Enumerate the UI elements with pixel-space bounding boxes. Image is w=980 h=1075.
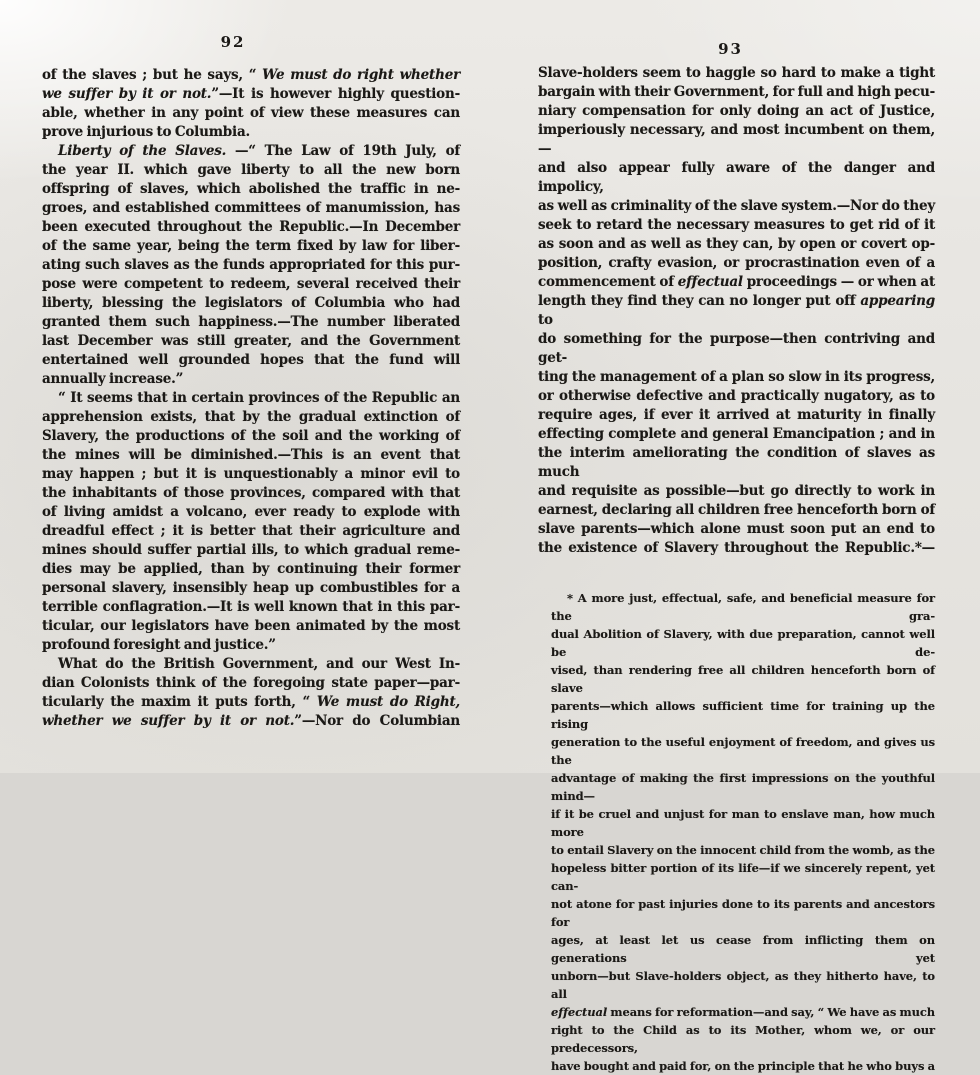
paragraph xyxy=(42,66,460,142)
text-line: bargain with their Government, for full and high pecu- xyxy=(538,84,935,100)
text-line: the existence of Slavery throughout the Republic.*— xyxy=(538,540,935,556)
text-line: niary compensation for only doing an act of Justice, xyxy=(538,103,935,119)
text-line: ticularly the maxim it puts forth, “ We must do Right, xyxy=(42,694,460,710)
text-line: generation to the useful enjoyment of freedom, and gives us the xyxy=(551,735,935,767)
text-line: right to the Child as to its Mother, whom we, or our predecessors, xyxy=(551,1023,935,1055)
text-line: we suffer by it or not.”—It is however highly question- xyxy=(42,86,460,102)
page-number-right: 93 xyxy=(718,40,743,58)
page-92-text xyxy=(42,66,460,731)
text-line: been executed throughout the Republic.—In December xyxy=(42,219,460,235)
text-line: advantage of making the first impressions on the youthful mind— xyxy=(551,771,935,803)
text-line: ticular, our legislators have been animated by the most xyxy=(42,618,460,634)
page-93 xyxy=(538,40,935,1075)
text-line: unborn—but Slave-holders object, as they hitherto have, to all xyxy=(551,969,935,1001)
text-line: ting the management of a plan so slow in its progress, xyxy=(538,369,935,385)
text-line: hopeless bitter portion of its life—if we sincerely repent, yet can- xyxy=(551,861,935,893)
text-line: Slavery, the productions of the soil and the working of xyxy=(42,428,460,444)
text-line: the mines will be diminished.—This is an event that xyxy=(42,447,460,463)
text-line: vised, than rendering free all children henceforth born of slave xyxy=(551,663,935,695)
text-line: or otherwise defective and practically nugatory, as to xyxy=(538,388,935,404)
text-line: to entail Slavery on the innocent child from the womb, as the xyxy=(551,843,935,857)
text-line: mines should suffer partial ills, to which gradual reme- xyxy=(42,542,460,558)
text-line: commencement of effectual proceedings — or when at xyxy=(538,274,935,290)
text-line: slave parents—which alone must soon put an end to xyxy=(538,521,935,537)
text-line: offspring of slaves, which abolished the traffic in ne- xyxy=(42,181,460,197)
text-line: of the same year, being the term fixed by law for liber- xyxy=(42,238,460,254)
text-line: as well as criminality of the slave system.—Nor do they xyxy=(538,198,935,214)
footnote xyxy=(551,589,935,1075)
text-line: of living amidst a volcano, ever ready to explode with xyxy=(42,504,460,520)
text-line: granted them such happiness.—The number liberated xyxy=(42,314,460,330)
text-line: have bought and paid for, on the principle that he who buys a xyxy=(551,1059,935,1073)
text-line: * A more just, effectual, safe, and beneficial measure for the gra- xyxy=(551,591,935,623)
text-line: as soon and as well as they can, by open or covert op- xyxy=(538,236,935,252)
text-line: ating such slaves as the funds appropriated for this pur- xyxy=(42,257,460,273)
text-line: personal slavery, insensibly heap up combustibles for a xyxy=(42,580,460,596)
text-line: earnest, declaring all children free henceforth born of xyxy=(538,502,935,518)
paragraph xyxy=(42,655,460,731)
paragraph xyxy=(42,389,460,655)
text-line: dual Abolition of Slavery, with due preparation, cannot well be de- xyxy=(551,627,935,659)
text-line: parents—which allows sufficient time for training up the rising xyxy=(551,699,935,731)
text-line: terrible conflagration.—It is well known that in this par- xyxy=(42,599,460,615)
text-line: dian Colonists think of the foregoing state paper—par- xyxy=(42,675,460,691)
text-line: dreadful effect ; it is better that their agriculture and xyxy=(42,523,460,539)
paragraph xyxy=(538,64,935,558)
text-line: Liberty of the Slaves. —“ The Law of 19th July, of xyxy=(58,143,460,159)
text-line: prove injurious to Columbia. xyxy=(42,124,251,140)
text-line: “ It seems that in certain provinces of the Republic an xyxy=(58,390,460,406)
text-line: pose were competent to redeem, several received their xyxy=(42,276,460,292)
text-line: and also appear fully aware of the danger and impolicy, xyxy=(538,160,935,195)
text-line: able, whether in any point of view these measures can xyxy=(42,105,460,121)
text-line: the interim ameliorating the condition of slaves as much xyxy=(538,445,935,480)
text-line: do something for the purpose—then contriving and get- xyxy=(538,331,935,366)
text-line: Slave-holders seem to haggle so hard to make a tight xyxy=(538,65,935,81)
text-line: What do the British Government, and our West In- xyxy=(58,656,460,672)
text-line: effecting complete and general Emancipation ; and in xyxy=(538,426,935,442)
text-line: the inhabitants of those provinces, compared with that xyxy=(42,485,460,501)
text-line: of the slaves ; but he says, “ We must do right whether xyxy=(42,67,460,83)
text-line: ages, at least let us cease from inflicting them on generations yet xyxy=(551,933,935,965)
paragraph xyxy=(42,142,460,389)
page-93-text xyxy=(538,64,935,1075)
text-line: dies may be applied, than by continuing their former xyxy=(42,561,460,577)
text-line: if it be cruel and unjust for man to enslave man, how much more xyxy=(551,807,935,839)
page-92 xyxy=(42,33,460,731)
text-line: the year II. which gave liberty to all the new born xyxy=(42,162,460,178)
text-line: imperiously necessary, and most incumbent on them,— xyxy=(538,122,935,157)
text-line: groes, and established committees of manumission, has xyxy=(42,200,460,216)
text-line: annually increase.” xyxy=(42,371,184,387)
text-line: liberty, blessing the legislators of Columbia who had xyxy=(42,295,460,311)
text-line: may happen ; but it is unquestionably a minor evil to xyxy=(42,466,460,482)
text-line: last December was still greater, and the Government xyxy=(42,333,460,349)
text-line: profound foresight and justice.” xyxy=(42,637,276,653)
text-line: length they find they can no longer put off appearing to xyxy=(538,293,935,328)
text-line: entertained well grounded hopes that the fund will xyxy=(42,352,460,368)
page-number-left: 92 xyxy=(220,33,246,51)
text-line: seek to retard the necessary measures to get rid of it xyxy=(538,217,935,233)
text-line: apprehension exists, that by the gradual extinction of xyxy=(42,409,460,425)
text-line: effectual means for reformation—and say, “ We have as much xyxy=(551,1005,935,1019)
text-line: not atone for past injuries done to its parents and ancestors for xyxy=(551,897,935,929)
text-line: position, crafty evasion, or procrastination even of a xyxy=(538,255,935,271)
text-line: whether we suffer by it or not.”—Nor do Columbian xyxy=(42,713,460,729)
text-line: and requisite as possible—but go directly to work in xyxy=(538,483,935,499)
text-line: require ages, if ever it arrived at maturity in finally xyxy=(538,407,935,423)
